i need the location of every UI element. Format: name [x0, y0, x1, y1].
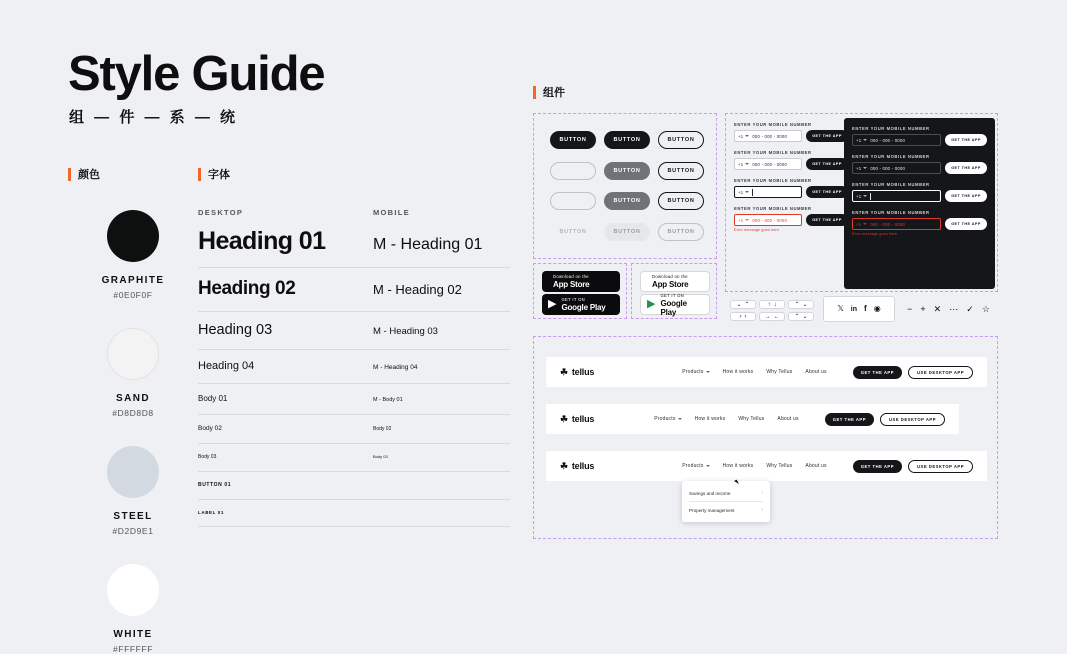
arrow-controls-group	[725, 296, 819, 322]
colors-label-text: 颜色	[78, 169, 100, 181]
country-code[interactable]: +1	[738, 190, 749, 195]
field-row	[734, 214, 848, 226]
badge-top-text: Download on the	[553, 274, 589, 279]
dropdown-item-savings-and-income[interactable]	[682, 485, 770, 501]
tellus-mark-icon: ☘	[560, 413, 568, 424]
facebook-icon[interactable]: f	[864, 304, 867, 313]
close-icon[interactable]: ✕	[933, 303, 942, 314]
swatch-hex: #0E0F0F	[113, 290, 153, 300]
logo[interactable]	[560, 414, 594, 425]
button-ghost-disabled[interactable]: BUTTON	[559, 228, 587, 235]
country-code[interactable]: +1	[856, 138, 867, 143]
tellus-mark-icon: ☘	[560, 460, 568, 471]
swatch-hex: #FFFFFF	[112, 644, 154, 654]
type-sample-desktop: Body 03	[198, 454, 217, 460]
chevron-down-icon	[745, 219, 749, 221]
color-swatch	[68, 328, 198, 418]
nav-link-why-tellus[interactable]: Why Tellus	[766, 463, 793, 469]
nav-link-why-tellus[interactable]: Why Tellus	[738, 416, 765, 422]
badge-top-text: GET IT ON	[561, 297, 585, 302]
buttons-grid	[550, 128, 700, 244]
typography-section-label	[198, 166, 510, 182]
form-field	[852, 154, 987, 174]
country-code[interactable]: +1	[856, 222, 867, 227]
chevron-right-icon: ›	[761, 507, 763, 513]
phone-input[interactable]	[852, 162, 941, 174]
nav-link-about-us[interactable]: About us	[805, 369, 827, 375]
logo-text: tellus	[571, 461, 595, 471]
type-sample-desktop: Heading 03	[198, 322, 273, 338]
products-dropdown	[682, 481, 770, 522]
form-field-error	[734, 206, 848, 232]
google-play-icon: ▶	[647, 298, 656, 310]
caret-down-icon[interactable]: ⌄	[802, 302, 808, 308]
type-sample-mobile: M - Heading 04	[373, 364, 418, 371]
app-store-badge-dark[interactable]	[542, 271, 620, 292]
swatch-hex: #D8D8D8	[112, 408, 154, 418]
field-row	[734, 186, 848, 198]
arrow-down-icon[interactable]: ↓	[773, 301, 777, 308]
field-row	[734, 158, 848, 170]
navbar-component-group	[533, 336, 998, 539]
chevron-down-icon	[863, 195, 867, 197]
button-outline-disabled[interactable]: BUTTON	[658, 223, 704, 241]
swatch-name: GRAPHITE	[101, 275, 165, 286]
chevron-down-icon	[745, 163, 749, 165]
get-the-app-button[interactable]: GET THE APP	[825, 413, 874, 426]
field-row	[734, 130, 848, 142]
caret-down-icon[interactable]: ⌄	[802, 314, 808, 320]
check-icon[interactable]: ✓	[966, 303, 974, 314]
logo-text: tellus	[571, 414, 595, 424]
type-sample-desktop: Heading 04	[198, 360, 255, 372]
nav-link-products[interactable]: Products	[654, 416, 681, 422]
arrow-right-icon[interactable]: →	[764, 313, 771, 320]
colors-section-label	[68, 166, 198, 182]
ellipsis-icon[interactable]: ⋯	[949, 303, 959, 314]
button-primary[interactable]: BUTTON	[550, 131, 596, 149]
typography-label-text: 字体	[208, 169, 230, 181]
swatch-name: SAND	[116, 393, 150, 404]
tellus-mark-icon: ☘	[560, 366, 568, 377]
chevron-left-icon[interactable]: ‹	[744, 313, 747, 320]
button-outline-disabled[interactable]	[550, 162, 596, 180]
social-icons-group	[823, 296, 895, 322]
type-row	[198, 500, 510, 527]
logo-text: tellus	[571, 367, 595, 377]
nav-link-why-tellus[interactable]: Why Tellus	[766, 369, 793, 375]
badge-main-text: Google Play	[561, 303, 606, 312]
linkedin-icon[interactable]: in	[850, 305, 858, 313]
chevron-down-icon	[706, 371, 710, 373]
components-section-label	[533, 84, 565, 100]
use-desktop-app-button[interactable]: USE DESKTOP APP	[880, 413, 945, 426]
nav-link-how-it-works[interactable]: How it works	[722, 369, 754, 375]
section-accent-bar	[198, 168, 201, 181]
phone-placeholder: 000 - 000 - 0000	[752, 217, 788, 223]
color-swatch	[68, 446, 198, 536]
phone-input-error[interactable]	[734, 214, 802, 226]
type-sample-mobile: Body 02	[373, 426, 392, 432]
star-icon[interactable]: ☆	[981, 303, 990, 314]
type-sample-desktop: Heading 01	[198, 227, 326, 255]
color-swatch	[68, 210, 198, 300]
navbar-default	[546, 357, 987, 387]
caret-up-icon[interactable]: ⌃	[794, 314, 800, 320]
type-row	[198, 384, 510, 415]
country-code[interactable]: +1	[738, 134, 749, 139]
swatch-sand	[107, 328, 159, 380]
caret-up-icon[interactable]: ⌃	[794, 302, 800, 308]
chevron-down-icon	[745, 191, 749, 193]
button-outline[interactable]: BUTTON	[658, 131, 704, 149]
minus-icon[interactable]: −	[907, 304, 913, 314]
typography-column-headers	[198, 208, 510, 217]
google-play-badge-light[interactable]	[640, 294, 710, 315]
arrow-left-icon[interactable]: ←	[773, 313, 780, 320]
get-the-app-button[interactable]: GET THE APP	[853, 460, 902, 473]
buttons-component-group	[533, 113, 717, 259]
field-label: ENTER YOUR MOBILE NUMBER	[734, 178, 812, 183]
chevron-up-icon[interactable]: ⌃	[744, 302, 750, 308]
phone-placeholder: 000 - 000 - 0000	[870, 137, 906, 143]
instagram-icon[interactable]: ◉	[873, 304, 881, 313]
nav-link-products[interactable]: Products	[682, 369, 709, 375]
swatch-graphite	[107, 210, 159, 262]
country-code[interactable]: +1	[856, 194, 867, 199]
phone-input-focused[interactable]	[734, 186, 802, 198]
chevron-down-icon	[863, 223, 867, 225]
button-outline-disabled[interactable]	[550, 192, 596, 210]
nav-cta-group	[853, 460, 973, 473]
chevron-down-icon	[863, 167, 867, 169]
type-sample-mobile: Body 03	[373, 454, 388, 459]
arrow-grid	[730, 300, 814, 318]
dropdown-item-label: Property management	[689, 507, 735, 513]
field-label: ENTER YOUR MOBILE NUMBER	[852, 154, 930, 159]
swatch-steel	[107, 446, 159, 498]
column-header-mobile: MOBILE	[373, 208, 410, 217]
use-desktop-app-button[interactable]: USE DESKTOP APP	[908, 366, 973, 379]
field-label: ENTER YOUR MOBILE NUMBER	[734, 150, 812, 155]
arrow-up-icon[interactable]: ↑	[767, 301, 771, 308]
type-row	[198, 472, 510, 500]
error-message: Error message goes here	[852, 232, 898, 236]
phone-input[interactable]	[734, 130, 802, 142]
type-row	[198, 350, 510, 384]
field-label: ENTER YOUR MOBILE NUMBER	[852, 210, 930, 215]
error-message: Error message goes here	[734, 228, 780, 232]
nav-link-products-open[interactable]: Products	[682, 463, 709, 469]
colors-section	[68, 166, 198, 654]
phone-placeholder: 000 - 000 - 0000	[870, 165, 906, 171]
swatch-name: STEEL	[113, 511, 153, 522]
store-badges-dark-group	[533, 263, 627, 319]
badge-main-text: App Store	[553, 280, 590, 289]
form-field	[734, 150, 848, 170]
type-row	[198, 444, 510, 472]
dropdown-item-label: Savings and income	[689, 490, 731, 496]
navbar-with-dropdown	[546, 451, 987, 481]
logo[interactable]	[560, 367, 594, 378]
type-sample-desktop: LABEL 01	[198, 510, 224, 515]
swatch-white	[107, 564, 159, 616]
text-cursor	[752, 189, 753, 196]
swatch-hex: #D2D9E1	[112, 526, 154, 536]
logo[interactable]	[560, 461, 594, 472]
nav-link-about-us[interactable]: About us	[805, 463, 827, 469]
badge-main-text: Google Play	[660, 298, 687, 317]
form-field-focused	[852, 182, 987, 202]
mobile-number-form-group	[725, 113, 998, 292]
nav-links	[682, 366, 973, 379]
type-sample-mobile: M - Body 01	[373, 397, 403, 403]
plus-icon[interactable]: +	[920, 304, 926, 314]
form-field	[852, 126, 987, 146]
text-cursor	[870, 193, 871, 200]
type-sample-desktop: Body 02	[198, 425, 222, 432]
badge-top-text: GET IT ON	[660, 292, 684, 298]
color-swatch	[68, 564, 198, 654]
badge-main-text: App Store	[652, 280, 689, 289]
swatch-name: WHITE	[113, 629, 153, 640]
chevron-right-icon: ›	[761, 490, 763, 496]
dropdown-item-property-management[interactable]	[682, 502, 770, 518]
nav-link-how-it-works[interactable]: How it works	[722, 463, 754, 469]
google-play-icon: ▶	[548, 298, 557, 310]
phone-placeholder: 000 - 000 - 0000	[870, 221, 906, 227]
get-the-app-button[interactable]: GET THE APP	[945, 218, 987, 230]
nav-links	[654, 413, 945, 426]
phone-placeholder: 000 - 000 - 0000	[752, 133, 788, 139]
phone-input[interactable]	[734, 158, 802, 170]
field-row	[852, 162, 987, 174]
nav-link-about-us[interactable]: About us	[777, 416, 799, 422]
type-row	[198, 312, 510, 350]
column-header-desktop: DESKTOP	[198, 208, 244, 217]
field-label: ENTER YOUR MOBILE NUMBER	[852, 126, 930, 131]
form-field-focused	[734, 178, 848, 198]
button-secondary[interactable]: BUTTON	[604, 162, 650, 180]
store-badges-light-group	[631, 263, 717, 319]
chevron-right-icon[interactable]: ›	[739, 313, 742, 320]
page-title: Style Guide	[68, 47, 325, 101]
field-row	[852, 218, 987, 230]
components-label-text: 组件	[543, 87, 565, 99]
get-the-app-button[interactable]: GET THE APP	[945, 162, 987, 174]
phone-input[interactable]	[852, 134, 941, 146]
phone-input-focused[interactable]	[852, 190, 941, 202]
nav-cta-group	[825, 413, 945, 426]
form-column-light	[734, 122, 848, 240]
app-store-badge-light[interactable]	[640, 271, 710, 292]
country-code[interactable]: +1	[738, 218, 749, 223]
nav-cta-group	[853, 366, 973, 379]
chevron-down-icon	[745, 135, 749, 137]
type-row	[198, 268, 510, 312]
tool-icons-group	[899, 296, 998, 322]
get-the-app-button[interactable]: GET THE APP	[853, 366, 902, 379]
caret-pair-collapse[interactable]	[788, 312, 814, 321]
navbar-narrow	[546, 404, 959, 434]
use-desktop-app-button[interactable]: USE DESKTOP APP	[908, 460, 973, 473]
type-sample-mobile: M - Heading 02	[373, 282, 462, 297]
button-disabled[interactable]: BUTTON	[604, 223, 650, 241]
arrow-pair-vertical[interactable]	[759, 300, 785, 309]
get-the-app-button[interactable]: GET THE APP	[806, 158, 848, 170]
type-sample-desktop: Body 01	[198, 394, 228, 403]
country-code[interactable]: +1	[738, 162, 749, 167]
chevron-pair-horizontal[interactable]	[730, 312, 756, 321]
arrow-pair-horizontal[interactable]	[759, 312, 785, 321]
field-label: ENTER YOUR MOBILE NUMBER	[734, 122, 812, 127]
section-accent-bar	[533, 86, 536, 99]
form-column-dark	[844, 118, 995, 289]
phone-input-error[interactable]	[852, 218, 941, 230]
google-play-badge-dark[interactable]	[542, 294, 620, 315]
caret-pair-vertical[interactable]	[788, 300, 814, 309]
nav-link-how-it-works[interactable]: How it works	[694, 416, 726, 422]
get-the-app-button[interactable]: GET THE APP	[806, 214, 848, 226]
type-sample-mobile: M - Heading 01	[373, 236, 483, 253]
country-code[interactable]: +1	[856, 166, 867, 171]
button-secondary[interactable]: BUTTON	[604, 192, 650, 210]
form-field	[734, 122, 848, 142]
button-outline[interactable]: BUTTON	[658, 162, 704, 180]
type-sample-desktop: Heading 02	[198, 278, 296, 299]
type-row	[198, 217, 510, 268]
page-subtitle: 组 — 件 — 系 — 统	[69, 109, 239, 126]
get-the-app-button[interactable]: GET THE APP	[945, 134, 987, 146]
button-outline[interactable]: BUTTON	[658, 192, 704, 210]
typography-section	[198, 166, 510, 527]
get-the-app-button[interactable]: GET THE APP	[806, 130, 848, 142]
type-sample-desktop: BUTTON 01	[198, 482, 232, 488]
chevron-down-icon	[863, 139, 867, 141]
badge-top-text: Download on the	[652, 274, 688, 279]
field-label: ENTER YOUR MOBILE NUMBER	[734, 206, 812, 211]
get-the-app-button[interactable]: GET THE APP	[945, 190, 987, 202]
section-accent-bar	[68, 168, 71, 181]
chevron-down-icon[interactable]: ⌄	[736, 302, 742, 308]
form-field-error	[852, 210, 987, 236]
nav-links	[682, 460, 973, 473]
chevron-pair-vertical[interactable]	[730, 300, 756, 309]
button-primary-hover[interactable]: BUTTON	[604, 131, 650, 149]
type-sample-mobile: M - Heading 03	[373, 326, 438, 337]
get-the-app-button[interactable]: GET THE APP	[806, 186, 848, 198]
type-row	[198, 415, 510, 444]
field-label: ENTER YOUR MOBILE NUMBER	[852, 182, 930, 187]
field-row	[852, 190, 987, 202]
chevron-down-icon	[706, 465, 710, 467]
chevron-down-icon	[678, 418, 682, 420]
twitter-icon[interactable]: 𝕏	[837, 304, 844, 313]
phone-placeholder: 000 - 000 - 0000	[752, 161, 788, 167]
field-row	[852, 134, 987, 146]
